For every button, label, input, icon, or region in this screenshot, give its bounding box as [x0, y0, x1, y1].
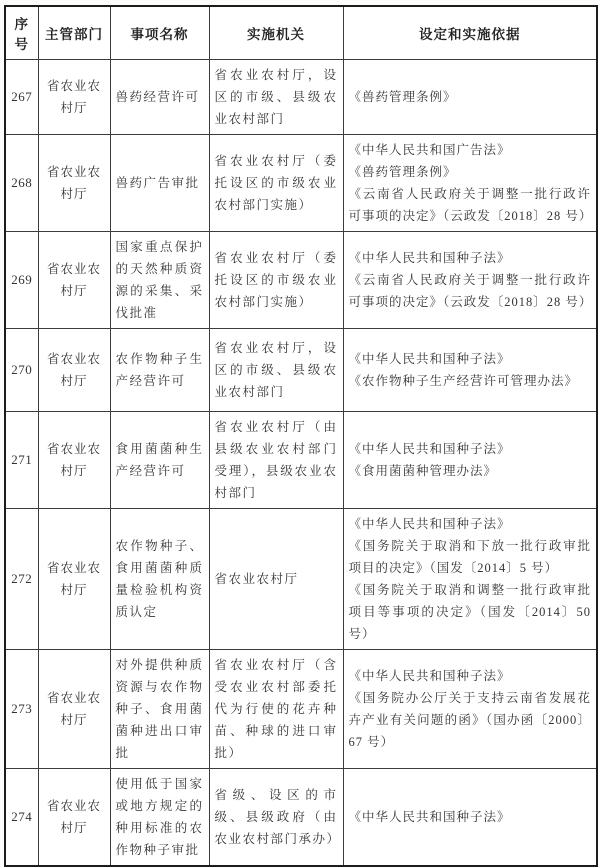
row-dept: 省农业农村厅 — [38, 232, 110, 329]
header-no: 序号 — [5, 6, 38, 60]
row-dept: 省农业农村厅 — [38, 412, 110, 509]
basis-entry: 《国务院关于取消和下放一批行政审批项目的决定》（国发〔2014〕5 号） — [348, 539, 591, 575]
table-row — [5, 135, 597, 232]
row-dept: 省农业农村厅 — [38, 509, 110, 650]
row-agency: 省级、设区的市级、县级政府（由农业农村部门承办） — [209, 769, 343, 867]
basis-entry: 《中华人民共和国种子法》 — [348, 669, 511, 683]
row-basis — [343, 60, 597, 135]
row-agency: 省农业农村厅（委托设区的市级农业农村部门实施） — [209, 135, 343, 232]
row-basis — [343, 232, 597, 329]
row-no: 273 — [5, 650, 38, 769]
basis-entry: 《中华人民共和国种子法》 — [348, 251, 511, 265]
approval-items-table — [4, 5, 598, 867]
basis-entry: 《国务院关于取消和调整一批行政审批项目等事项的决定》（国发〔2014〕50 号） — [348, 583, 591, 641]
basis-entry: 《国务院办公厅关于支持云南省发展花卉产业有关问题的函》（国办函〔2000〕67 号） — [348, 691, 591, 749]
table-row — [5, 232, 597, 329]
row-agency: 省农业农村厅，设区的市级、县级农业农村部门 — [209, 329, 343, 412]
row-dept: 省农业农村厅 — [38, 135, 110, 232]
row-no: 271 — [5, 412, 38, 509]
table-body — [5, 60, 597, 867]
basis-entry: 《云南省人民政府关于调整一批行政许可事项的决定》（云政发〔2018〕28 号） — [348, 187, 593, 223]
header-row — [5, 6, 597, 60]
row-agency: 省农业农村厅 — [209, 509, 343, 650]
basis-entry: 《农作物种子生产经营许可管理办法》 — [348, 374, 579, 388]
row-basis — [343, 509, 597, 650]
row-dept: 省农业农村厅 — [38, 650, 110, 769]
row-no: 272 — [5, 509, 38, 650]
table-row — [5, 329, 597, 412]
row-item: 兽药经营许可 — [110, 60, 209, 135]
row-dept: 省农业农村厅 — [38, 769, 110, 867]
row-dept: 省农业农村厅 — [38, 329, 110, 412]
row-item: 食用菌菌种生产经营许可 — [110, 412, 209, 509]
row-basis — [343, 329, 597, 412]
table-row — [5, 650, 597, 769]
row-agency: 省农业农村厅，设区的市级、县级农业农村部门 — [209, 60, 343, 135]
basis-entry: 《兽药管理条例》 — [348, 165, 457, 179]
basis-entry: 《云南省人民政府关于调整一批行政许可事项的决定》（云政发〔2018〕28 号） — [348, 273, 593, 309]
row-agency: 省农业农村厅（含受农业农村部委托代为行使的花卉种苗、种球的进口审批） — [209, 650, 343, 769]
row-agency: 省农业农村厅（由县级农业农村部门受理），县级农业农村部门 — [209, 412, 343, 509]
basis-entry: 《中华人民共和国种子法》 — [348, 517, 511, 531]
table-row — [5, 412, 597, 509]
table-row — [5, 60, 597, 135]
basis-entry: 《兽药管理条例》 — [348, 90, 457, 104]
row-item: 农作物种子生产经营许可 — [110, 329, 209, 412]
row-basis — [343, 412, 597, 509]
header-basis: 设定和实施依据 — [343, 6, 597, 60]
header-agency: 实施机关 — [209, 6, 343, 60]
row-no: 268 — [5, 135, 38, 232]
basis-entry: 《中华人民共和国种子法》 — [348, 810, 511, 824]
basis-entry: 《食用菌菌种管理办法》 — [348, 464, 498, 478]
basis-entry: 《中华人民共和国种子法》 — [348, 442, 511, 456]
table-header — [5, 6, 597, 60]
table-row — [5, 769, 597, 867]
row-item: 兽药广告审批 — [110, 135, 209, 232]
row-basis — [343, 650, 597, 769]
row-basis — [343, 769, 597, 867]
row-no: 269 — [5, 232, 38, 329]
row-item: 国家重点保护的天然种质资源的采集、采伐批准 — [110, 232, 209, 329]
row-no: 274 — [5, 769, 38, 867]
row-no: 270 — [5, 329, 38, 412]
row-basis — [343, 135, 597, 232]
row-no: 267 — [5, 60, 38, 135]
row-item: 对外提供种质资源与农作物种子、食用菌菌种进出口审批 — [110, 650, 209, 769]
row-dept: 省农业农村厅 — [38, 60, 110, 135]
basis-entry: 《中华人民共和国广告法》 — [348, 143, 511, 157]
header-item: 事项名称 — [110, 6, 209, 60]
table-row — [5, 509, 597, 650]
row-item: 农作物种子、食用菌菌种质量检验机构资质认定 — [110, 509, 209, 650]
row-agency: 省农业农村厅（委托设区的市级农业农村部门实施） — [209, 232, 343, 329]
row-item: 使用低于国家或地方规定的种用标准的农作物种子审批 — [110, 769, 209, 867]
basis-entry: 《中华人民共和国种子法》 — [348, 352, 511, 366]
header-dept: 主管部门 — [38, 6, 110, 60]
